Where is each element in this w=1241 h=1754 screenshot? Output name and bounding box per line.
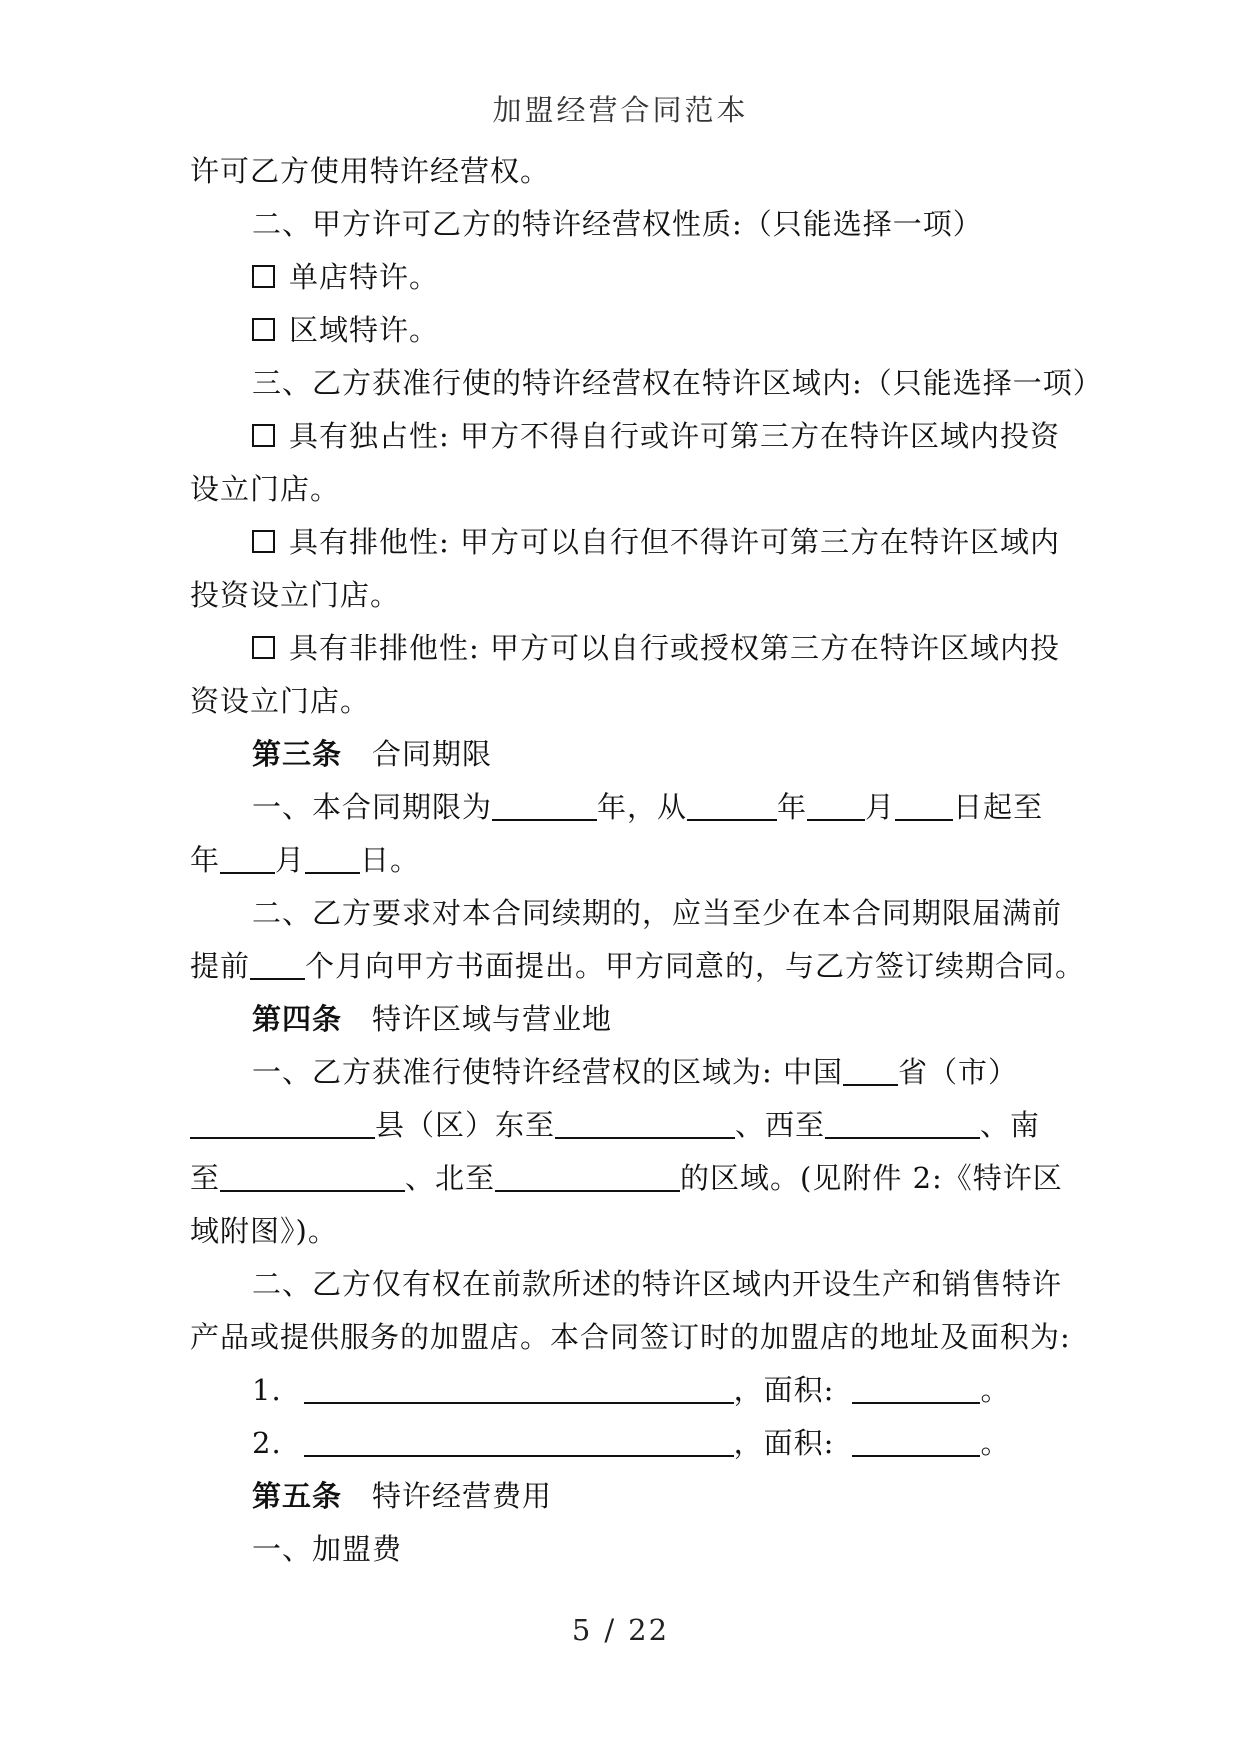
text-fragment: 。 (980, 1426, 1011, 1460)
checkbox-option[interactable] (190, 410, 1060, 463)
text-line: 许可乙方使用特许经营权。 (190, 154, 551, 188)
address-line (190, 1417, 1060, 1470)
text-line: 设立门店。 (190, 472, 341, 506)
fill-blank[interactable] (305, 843, 360, 874)
text-line (190, 781, 1060, 834)
text-line: 一、加盟费 (252, 1532, 403, 1566)
text-fragment: ，面积: (733, 1426, 835, 1460)
checkbox-icon[interactable] (252, 424, 275, 447)
checkbox-icon[interactable] (252, 636, 275, 659)
text-line: 二、甲方许可乙方的特许经营权性质:（只能选择一项） (252, 207, 983, 241)
item-number: 2. (252, 1426, 282, 1460)
section-title: 特许经营费用 (372, 1479, 553, 1513)
text-fragment: 、西至 (735, 1108, 826, 1142)
text-line: 三、乙方获准行使的特许经营权在特许区域内:（只能选择一项） (252, 366, 1103, 400)
fill-blank[interactable] (190, 1108, 375, 1139)
section-title: 特许区域与营业地 (372, 1002, 613, 1036)
checkbox-option[interactable] (190, 304, 1060, 357)
text-fragment: 年 (777, 790, 808, 824)
section-number: 第五条 (252, 1479, 343, 1513)
text-fragment: 一、本合同期限为 (252, 790, 493, 824)
text-fragment: 日。 (360, 843, 421, 877)
section-heading (190, 1470, 1060, 1523)
area-blank[interactable] (852, 1426, 980, 1457)
fill-blank[interactable] (687, 790, 777, 821)
text-fragment: 省（市） (898, 1055, 1019, 1089)
option-label: 具有排他性: 甲方可以自行但不得许可第三方在特许区域内 (289, 525, 1060, 559)
page-number (0, 1613, 1241, 1647)
page-separator: / (604, 1613, 617, 1647)
current-page: 5 (571, 1613, 593, 1647)
text-line (190, 1046, 1060, 1099)
text-line: 资设立门店。 (190, 684, 371, 718)
text-line (190, 834, 1060, 887)
text-fragment: 、北至 (405, 1161, 496, 1195)
item-number: 1. (252, 1373, 282, 1407)
fill-blank[interactable] (492, 790, 597, 821)
text-fragment: 年 (190, 843, 221, 877)
checkbox-icon[interactable] (252, 530, 275, 553)
option-label: 具有非排他性: 甲方可以自行或授权第三方在特许区域内投 (289, 631, 1060, 665)
section-number: 第四条 (252, 1002, 343, 1036)
text-line: 投资设立门店。 (190, 578, 401, 612)
checkbox-option[interactable] (190, 516, 1060, 569)
text-line (190, 1152, 1063, 1205)
text-line: 域附图》)。 (190, 1214, 338, 1248)
page-header: 加盟经营合同范本 (492, 93, 749, 127)
text-fragment: 至 (190, 1161, 221, 1195)
address-line (190, 1364, 1060, 1417)
text-fragment: 的区域。(见附件 2:《特许区 (680, 1161, 1063, 1195)
checkbox-option[interactable] (190, 251, 1060, 304)
text-fragment: 年，从 (597, 790, 688, 824)
fill-blank[interactable] (250, 949, 305, 980)
fill-blank[interactable] (843, 1055, 898, 1086)
fill-blank[interactable] (495, 1161, 680, 1192)
text-fragment: 日起至 (953, 790, 1044, 824)
text-line (190, 1099, 1060, 1152)
fill-blank[interactable] (895, 790, 953, 821)
option-label: 区域特许。 (289, 313, 440, 347)
text-fragment: 、南 (980, 1108, 1041, 1142)
text-fragment: 月 (865, 790, 896, 824)
fill-blank[interactable] (220, 843, 275, 874)
section-heading (190, 728, 1060, 781)
document-body (190, 145, 1103, 1576)
option-label: 具有独占性: 甲方不得自行或许可第三方在特许区域内投资 (289, 419, 1060, 453)
checkbox-icon[interactable] (252, 318, 275, 341)
section-number: 第三条 (252, 737, 343, 771)
text-line: 二、乙方仅有权在前款所述的特许区域内开设生产和销售特许 (252, 1267, 1063, 1301)
text-fragment: 一、乙方获准行使特许经营权的区域为: 中国 (252, 1055, 843, 1089)
fill-blank[interactable] (220, 1161, 405, 1192)
address-blank[interactable] (304, 1373, 734, 1404)
total-pages: 22 (628, 1613, 670, 1647)
text-fragment: 。 (980, 1373, 1011, 1407)
text-fragment: 月 (275, 843, 306, 877)
fill-blank[interactable] (825, 1108, 980, 1139)
text-line: 产品或提供服务的加盟店。本合同签订时的加盟店的地址及面积为: (190, 1320, 1071, 1354)
option-label: 单店特许。 (289, 260, 440, 294)
section-title: 合同期限 (372, 737, 493, 771)
fill-blank[interactable] (555, 1108, 735, 1139)
text-line (190, 940, 1086, 993)
text-fragment: ，面积: (733, 1373, 835, 1407)
text-line: 二、乙方要求对本合同续期的，应当至少在本合同期限届满前 (252, 896, 1063, 930)
area-blank[interactable] (852, 1373, 980, 1404)
text-fragment: 提前 (190, 949, 251, 983)
fill-blank[interactable] (807, 790, 865, 821)
checkbox-option[interactable] (190, 622, 1060, 675)
text-fragment: 县（区）东至 (375, 1108, 556, 1142)
address-blank[interactable] (304, 1426, 734, 1457)
text-fragment: 个月向甲方书面提出。甲方同意的，与乙方签订续期合同。 (305, 949, 1086, 983)
section-heading (190, 993, 1060, 1046)
checkbox-icon[interactable] (252, 265, 275, 288)
